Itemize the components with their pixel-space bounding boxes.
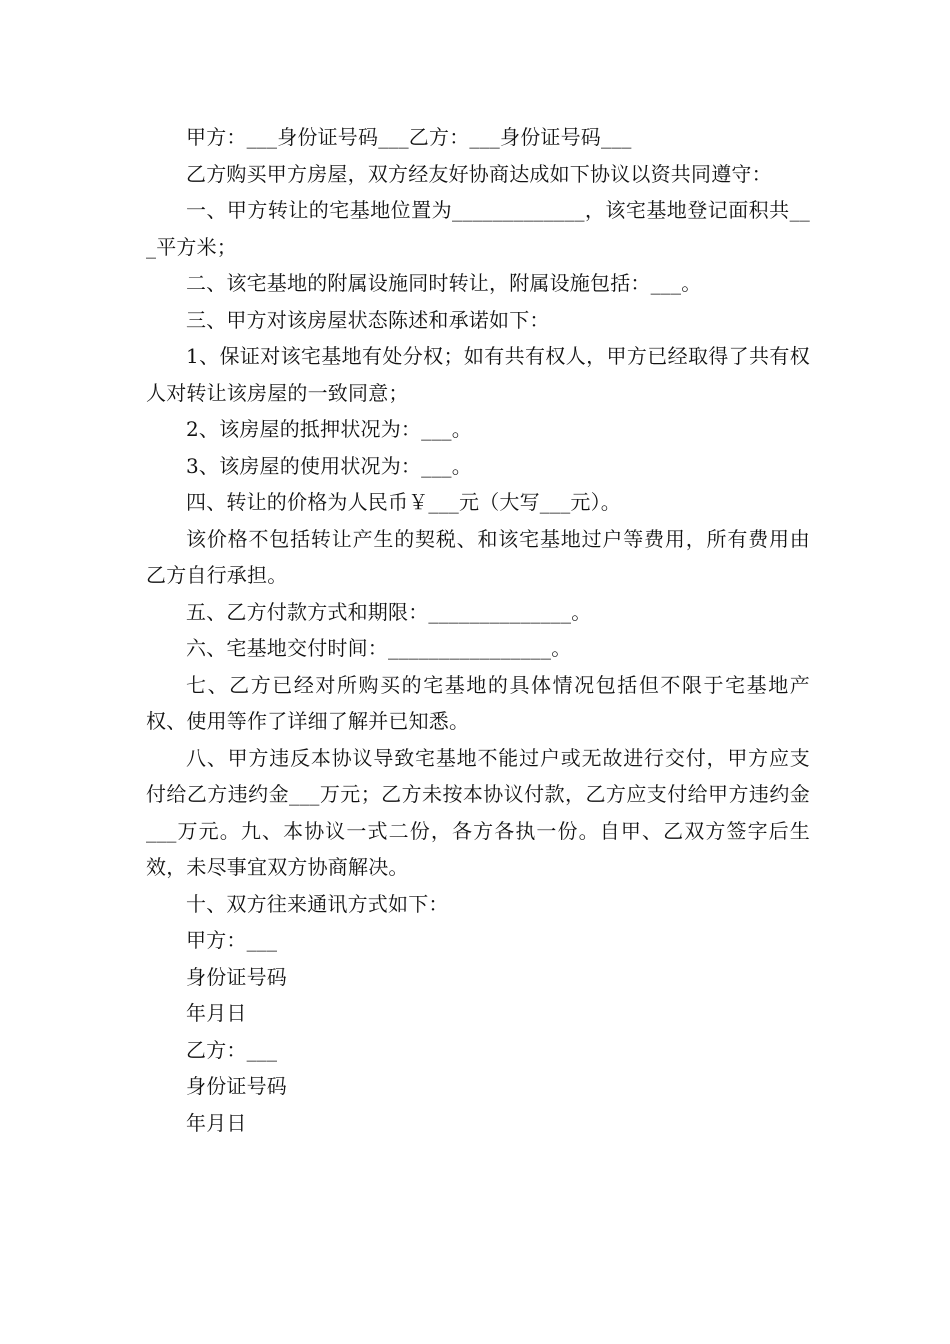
clause-1-location: 一、甲方转让的宅基地位置为_____________，该宅基地登记面积共___平方米； — [146, 198, 810, 259]
clause-6-delivery: 六、宅基地交付时间：________________。 — [186, 636, 572, 660]
clause-5-payment: 五、乙方付款方式和期限：______________。 — [186, 599, 592, 624]
party-b-signature: 乙方：___ — [186, 1037, 278, 1062]
agreement-body — [146, 119, 810, 1141]
agreement-intro: 乙方购买甲方房屋，双方经友好协商达成如下协议以资共同遵守： — [186, 161, 772, 186]
party-a-signature: 甲方：___ — [186, 928, 278, 952]
party-header-line: 甲方：___身份证号码___乙方：___身份证号码___ — [186, 125, 632, 149]
clause-10-contacts: 十、双方往来通讯方式如下： — [186, 891, 449, 916]
party-a-date-label: 年月日 — [186, 1001, 247, 1025]
clause-8-9-breach-and-copies: 八、甲方违反本协议导致宅基地不能过户或无故进行交付，甲方应支付给乙方违约金___万元；乙方未按本协议付款，乙方应支付给甲方违约金___万元。九、本协议一式二份，各方各执一份。自甲、乙双方签字后生效，未尽事宜双方协商解决。 — [146, 745, 810, 879]
clause-3-item-2: 2、该房屋的抵押状况为：___。 — [186, 417, 472, 441]
party-b-date-label: 年月日 — [186, 1110, 247, 1135]
party-a-id-label: 身份证号码 — [186, 964, 287, 989]
clause-2-facilities: 二、该宅基地的附属设施同时转让，附属设施包括：___。 — [186, 271, 702, 295]
clause-3-item-3: 3、该房屋的使用状况为：___。 — [186, 453, 472, 478]
clause-4-price: 四、转让的价格为人民币￥___元（大写___元）。 — [186, 490, 621, 514]
clause-3-item-1: 1、保证对该宅基地有处分权；如有共有权人，甲方已经取得了共有权人对转让该房屋的一致同意； — [146, 344, 810, 405]
clause-7-acknowledgement: 七、乙方已经对所购买的宅基地的具体情况包括但不限于宅基地产权、使用等作了详细了解并已知悉。 — [146, 672, 810, 733]
party-b-id-label: 身份证号码 — [186, 1074, 287, 1098]
clause-4-fees: 该价格不包括转让产生的契税、和该宅基地过户等费用，所有费用由乙方自行承担。 — [146, 526, 810, 587]
clause-3-heading: 三、甲方对该房屋状态陈述和承诺如下： — [186, 307, 550, 332]
